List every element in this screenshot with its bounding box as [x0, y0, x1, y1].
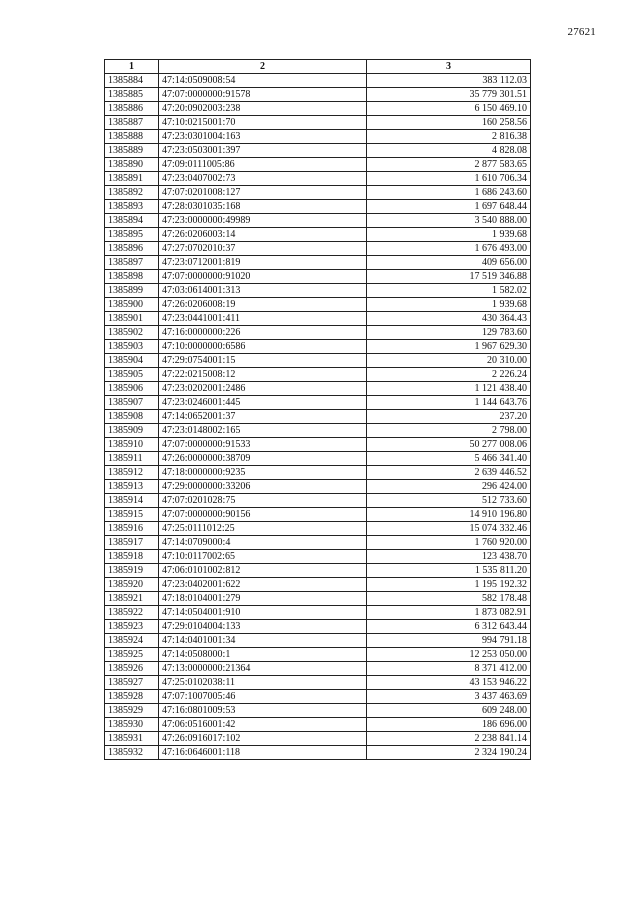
column-header-1: 1 — [105, 60, 159, 74]
table-row — [105, 592, 531, 606]
page-number: 27621 — [567, 26, 596, 38]
cadastral-value-cell: 8 371 412.00 — [367, 662, 531, 676]
row-number-cell: 1385918 — [105, 550, 159, 564]
row-number-cell: 1385929 — [105, 704, 159, 718]
cadastral-number-cell: 47:10:0000000:6586 — [159, 340, 367, 354]
cadastral-number-cell: 47:09:0111005:86 — [159, 158, 367, 172]
cadastral-value-cell: 1 676 493.00 — [367, 242, 531, 256]
row-number-cell: 1385910 — [105, 438, 159, 452]
cadastral-value-cell: 1 697 648.44 — [367, 200, 531, 214]
cadastral-value-cell: 1 760 920.00 — [367, 536, 531, 550]
cadastral-value-cell: 3 540 888.00 — [367, 214, 531, 228]
row-number-cell: 1385898 — [105, 270, 159, 284]
cadastral-value-cell: 2 639 446.52 — [367, 466, 531, 480]
table-row — [105, 620, 531, 634]
table-header — [105, 60, 531, 74]
row-number-cell: 1385925 — [105, 648, 159, 662]
row-number-cell: 1385928 — [105, 690, 159, 704]
cadastral-number-cell: 47:23:0402001:622 — [159, 578, 367, 592]
cadastral-number-cell: 47:10:0215001:70 — [159, 116, 367, 130]
table-row — [105, 466, 531, 480]
row-number-cell: 1385913 — [105, 480, 159, 494]
cadastral-number-cell: 47:13:0000000:21364 — [159, 662, 367, 676]
cadastral-number-cell: 47:26:0000000:38709 — [159, 452, 367, 466]
cadastral-number-cell: 47:07:0000000:91533 — [159, 438, 367, 452]
table-row — [105, 508, 531, 522]
cadastral-number-cell: 47:20:0902003:238 — [159, 102, 367, 116]
row-number-cell: 1385905 — [105, 368, 159, 382]
cadastral-value-cell: 2 226.24 — [367, 368, 531, 382]
row-number-cell: 1385885 — [105, 88, 159, 102]
table-row — [105, 228, 531, 242]
table-row — [105, 718, 531, 732]
row-number-cell: 1385926 — [105, 662, 159, 676]
cadastral-number-cell: 47:26:0916017:102 — [159, 732, 367, 746]
row-number-cell: 1385902 — [105, 326, 159, 340]
row-number-cell: 1385887 — [105, 116, 159, 130]
table-row — [105, 340, 531, 354]
row-number-cell: 1385915 — [105, 508, 159, 522]
row-number-cell: 1385923 — [105, 620, 159, 634]
cadastral-value-cell: 6 150 469.10 — [367, 102, 531, 116]
table-row — [105, 690, 531, 704]
table-row — [105, 298, 531, 312]
table-row — [105, 732, 531, 746]
row-number-cell: 1385909 — [105, 424, 159, 438]
cadastral-number-cell: 47:26:0206008:19 — [159, 298, 367, 312]
cadastral-value-cell: 1 610 706.34 — [367, 172, 531, 186]
row-number-cell: 1385911 — [105, 452, 159, 466]
cadastral-number-cell: 47:23:0202001:2486 — [159, 382, 367, 396]
cadastral-value-cell: 15 074 332.46 — [367, 522, 531, 536]
table-row — [105, 116, 531, 130]
row-number-cell: 1385889 — [105, 144, 159, 158]
cadastral-number-cell: 47:23:0407002:73 — [159, 172, 367, 186]
cadastral-number-cell: 47:25:0111012:25 — [159, 522, 367, 536]
cadastral-number-cell: 47:18:0104001:279 — [159, 592, 367, 606]
cadastral-number-cell: 47:16:0801009:53 — [159, 704, 367, 718]
cadastral-value-cell: 5 466 341.40 — [367, 452, 531, 466]
cadastral-value-cell: 409 656.00 — [367, 256, 531, 270]
cadastral-value-cell: 2 324 190.24 — [367, 746, 531, 760]
cadastral-number-cell: 47:29:0000000:33206 — [159, 480, 367, 494]
table-row — [105, 312, 531, 326]
table-row — [105, 522, 531, 536]
table-row — [105, 606, 531, 620]
row-number-cell: 1385931 — [105, 732, 159, 746]
cadastral-number-cell: 47:14:0401001:34 — [159, 634, 367, 648]
row-number-cell: 1385893 — [105, 200, 159, 214]
cadastral-number-cell: 47:28:0301035:168 — [159, 200, 367, 214]
table-row — [105, 102, 531, 116]
row-number-cell: 1385899 — [105, 284, 159, 298]
row-number-cell: 1385924 — [105, 634, 159, 648]
table-row — [105, 746, 531, 760]
cadastral-number-cell: 47:18:0000000:9235 — [159, 466, 367, 480]
cadastral-value-cell: 2 877 583.65 — [367, 158, 531, 172]
cadastral-value-table — [104, 59, 531, 760]
row-number-cell: 1385891 — [105, 172, 159, 186]
cadastral-number-cell: 47:14:0508000:1 — [159, 648, 367, 662]
table-row — [105, 424, 531, 438]
cadastral-number-cell: 47:14:0652001:37 — [159, 410, 367, 424]
table-body — [105, 74, 531, 760]
cadastral-number-cell: 47:07:0201008:127 — [159, 186, 367, 200]
cadastral-number-cell: 47:16:0000000:226 — [159, 326, 367, 340]
row-number-cell: 1385896 — [105, 242, 159, 256]
cadastral-value-cell: 1 582.02 — [367, 284, 531, 298]
cadastral-value-cell: 512 733.60 — [367, 494, 531, 508]
row-number-cell: 1385890 — [105, 158, 159, 172]
cadastral-value-cell: 160 258.56 — [367, 116, 531, 130]
row-number-cell: 1385894 — [105, 214, 159, 228]
cadastral-number-cell: 47:27:0702010:37 — [159, 242, 367, 256]
cadastral-number-cell: 47:07:0000000:90156 — [159, 508, 367, 522]
table-row — [105, 578, 531, 592]
cadastral-value-cell: 2 816.38 — [367, 130, 531, 144]
cadastral-value-cell: 430 364.43 — [367, 312, 531, 326]
cadastral-value-cell: 1 195 192.32 — [367, 578, 531, 592]
row-number-cell: 1385892 — [105, 186, 159, 200]
cadastral-value-cell: 1 967 629.30 — [367, 340, 531, 354]
row-number-cell: 1385897 — [105, 256, 159, 270]
row-number-cell: 1385927 — [105, 676, 159, 690]
table-row — [105, 536, 531, 550]
cadastral-number-cell: 47:23:0000000:49989 — [159, 214, 367, 228]
cadastral-number-cell: 47:22:0215008:12 — [159, 368, 367, 382]
column-header-2: 2 — [159, 60, 367, 74]
row-number-cell: 1385895 — [105, 228, 159, 242]
cadastral-value-cell: 383 112.03 — [367, 74, 531, 88]
table-row — [105, 130, 531, 144]
cadastral-number-cell: 47:23:0712001:819 — [159, 256, 367, 270]
cadastral-value-cell: 609 248.00 — [367, 704, 531, 718]
table-row — [105, 200, 531, 214]
cadastral-number-cell: 47:07:0000000:91578 — [159, 88, 367, 102]
table-row — [105, 270, 531, 284]
cadastral-number-cell: 47:06:0101002:812 — [159, 564, 367, 578]
row-number-cell: 1385904 — [105, 354, 159, 368]
cadastral-number-cell: 47:23:0148002:165 — [159, 424, 367, 438]
row-number-cell: 1385903 — [105, 340, 159, 354]
cadastral-number-cell: 47:25:0102038:11 — [159, 676, 367, 690]
table-row — [105, 242, 531, 256]
column-header-3: 3 — [367, 60, 531, 74]
cadastral-number-cell: 47:23:0503001:397 — [159, 144, 367, 158]
cadastral-value-cell: 296 424.00 — [367, 480, 531, 494]
cadastral-value-cell: 12 253 050.00 — [367, 648, 531, 662]
cadastral-number-cell: 47:14:0709000:4 — [159, 536, 367, 550]
table-row — [105, 186, 531, 200]
table-row — [105, 704, 531, 718]
cadastral-value-cell: 2 798.00 — [367, 424, 531, 438]
cadastral-number-cell: 47:14:0504001:910 — [159, 606, 367, 620]
cadastral-value-cell: 1 144 643.76 — [367, 396, 531, 410]
table-row — [105, 354, 531, 368]
cadastral-value-cell: 17 519 346.88 — [367, 270, 531, 284]
cadastral-number-cell: 47:23:0301004:163 — [159, 130, 367, 144]
cadastral-value-cell: 3 437 463.69 — [367, 690, 531, 704]
table-row — [105, 396, 531, 410]
cadastral-value-cell: 20 310.00 — [367, 354, 531, 368]
row-number-cell: 1385906 — [105, 382, 159, 396]
cadastral-value-cell: 2 238 841.14 — [367, 732, 531, 746]
row-number-cell: 1385930 — [105, 718, 159, 732]
cadastral-value-cell: 994 791.18 — [367, 634, 531, 648]
cadastral-value-cell: 582 178.48 — [367, 592, 531, 606]
cadastral-number-cell: 47:07:0201028:75 — [159, 494, 367, 508]
row-number-cell: 1385920 — [105, 578, 159, 592]
cadastral-value-cell: 1 939.68 — [367, 228, 531, 242]
cadastral-number-cell: 47:16:0646001:118 — [159, 746, 367, 760]
row-number-cell: 1385901 — [105, 312, 159, 326]
table-row — [105, 256, 531, 270]
row-number-cell: 1385886 — [105, 102, 159, 116]
cadastral-value-cell: 1 686 243.60 — [367, 186, 531, 200]
row-number-cell: 1385900 — [105, 298, 159, 312]
table-row — [105, 214, 531, 228]
table-row — [105, 634, 531, 648]
cadastral-number-cell: 47:07:0000000:91020 — [159, 270, 367, 284]
cadastral-value-cell: 123 438.70 — [367, 550, 531, 564]
cadastral-value-cell: 35 779 301.51 — [367, 88, 531, 102]
table-row — [105, 144, 531, 158]
table-row — [105, 74, 531, 88]
table-row — [105, 480, 531, 494]
table-row — [105, 326, 531, 340]
cadastral-number-cell: 47:03:0614001:313 — [159, 284, 367, 298]
table-row — [105, 172, 531, 186]
table-row — [105, 494, 531, 508]
cadastral-value-cell: 14 910 196.80 — [367, 508, 531, 522]
row-number-cell: 1385916 — [105, 522, 159, 536]
cadastral-number-cell: 47:23:0246001:445 — [159, 396, 367, 410]
cadastral-number-cell: 47:23:0441001:411 — [159, 312, 367, 326]
cadastral-value-cell: 6 312 643.44 — [367, 620, 531, 634]
cadastral-value-cell: 186 696.00 — [367, 718, 531, 732]
table-row — [105, 662, 531, 676]
table-row — [105, 550, 531, 564]
row-number-cell: 1385919 — [105, 564, 159, 578]
cadastral-number-cell: 47:10:0117002:65 — [159, 550, 367, 564]
row-number-cell: 1385917 — [105, 536, 159, 550]
table-row — [105, 382, 531, 396]
cadastral-value-cell: 1 121 438.40 — [367, 382, 531, 396]
row-number-cell: 1385912 — [105, 466, 159, 480]
cadastral-number-cell: 47:29:0754001:15 — [159, 354, 367, 368]
cadastral-value-cell: 1 535 811.20 — [367, 564, 531, 578]
row-number-cell: 1385884 — [105, 74, 159, 88]
row-number-cell: 1385907 — [105, 396, 159, 410]
table-row — [105, 452, 531, 466]
row-number-cell: 1385888 — [105, 130, 159, 144]
table-row — [105, 438, 531, 452]
table-row — [105, 88, 531, 102]
table-row — [105, 284, 531, 298]
table-row — [105, 648, 531, 662]
cadastral-number-cell: 47:07:1007005:46 — [159, 690, 367, 704]
cadastral-number-cell: 47:26:0206003:14 — [159, 228, 367, 242]
row-number-cell: 1385914 — [105, 494, 159, 508]
row-number-cell: 1385932 — [105, 746, 159, 760]
row-number-cell: 1385921 — [105, 592, 159, 606]
cadastral-number-cell: 47:06:0516001:42 — [159, 718, 367, 732]
cadastral-value-cell: 237.20 — [367, 410, 531, 424]
cadastral-value-cell: 129 783.60 — [367, 326, 531, 340]
table-row — [105, 564, 531, 578]
row-number-cell: 1385908 — [105, 410, 159, 424]
cadastral-value-cell: 1 939.68 — [367, 298, 531, 312]
cadastral-value-cell: 1 873 082.91 — [367, 606, 531, 620]
cadastral-value-cell: 4 828.08 — [367, 144, 531, 158]
cadastral-number-cell: 47:29:0104004:133 — [159, 620, 367, 634]
table-row — [105, 368, 531, 382]
cadastral-value-cell: 43 153 946.22 — [367, 676, 531, 690]
cadastral-value-cell: 50 277 008.06 — [367, 438, 531, 452]
row-number-cell: 1385922 — [105, 606, 159, 620]
table-row — [105, 158, 531, 172]
header-row — [105, 60, 531, 74]
table-row — [105, 676, 531, 690]
table-row — [105, 410, 531, 424]
cadastral-number-cell: 47:14:0509008:54 — [159, 74, 367, 88]
